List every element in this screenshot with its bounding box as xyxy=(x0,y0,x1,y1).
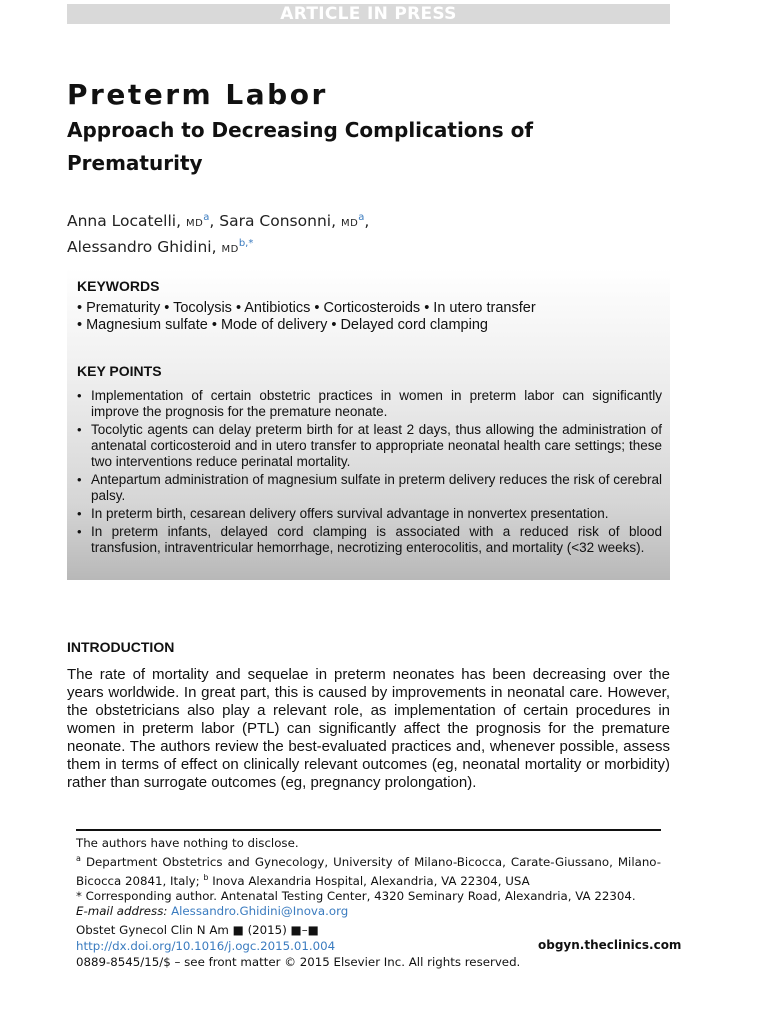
email-note xyxy=(76,904,661,919)
author-name: Anna Locatelli, xyxy=(67,212,182,230)
affiliation-b: Inova Alexandria Hospital, Alexandria, VA 22304, USA xyxy=(212,873,530,888)
journal-site-link[interactable]: obgyn.theclinics.com xyxy=(538,938,682,952)
affiliation-mark: a xyxy=(76,854,81,863)
email-label: E-mail address: xyxy=(76,903,168,918)
keywords-heading: KEYWORDS xyxy=(77,278,160,294)
key-points-list xyxy=(77,388,662,558)
key-point-text: In preterm infants, delayed cord clamping is associated with a reduced risk of blood transfusion, intraventricular hemorrhage, necrotizing enterocolitis, and mortality (<32 weeks). xyxy=(91,524,662,555)
bullet-icon: • xyxy=(77,524,82,539)
author-affiliation-link[interactable]: b,* xyxy=(238,238,254,249)
keywords-line: • Prematurity • Tocolysis • Antibiotics • Corticosteroids • In utero transfer xyxy=(77,300,536,316)
author-line-1 xyxy=(67,208,667,234)
key-point-text: In preterm birth, cesarean delivery offers survival advantage in nonvertex presentation. xyxy=(91,506,609,521)
author-list xyxy=(67,208,667,260)
author-degree: MD xyxy=(340,218,359,229)
key-points-heading: KEY POINTS xyxy=(77,363,162,379)
key-point-item xyxy=(77,472,662,504)
author-separator: , xyxy=(209,212,215,230)
key-point-item xyxy=(77,506,662,522)
author-affiliation-link[interactable]: a xyxy=(203,212,210,223)
bullet-icon: • xyxy=(77,472,82,487)
email-link[interactable]: Alessandro.Ghidini@Inova.org xyxy=(171,903,349,918)
key-point-text: Antepartum administration of magnesium sulfate in preterm delivery reduces the risk of cerebral palsy. xyxy=(91,472,663,503)
key-point-text: Implementation of certain obstetric practices in women in preterm labor can significantly improve the prognosis for the premature neonate. xyxy=(91,388,662,419)
corresponding-author-note: * Corresponding author. Antenatal Testing Center, 4320 Seminary Road, Alexandria, VA 22304. xyxy=(76,888,636,903)
affiliation-mark: b xyxy=(203,872,209,882)
affiliation-a: Department Obstetrics and Gynecology, University of Milano-Bicocca, Carate-Giussano, Milano-Bicocca 20841, Italy; xyxy=(76,854,662,888)
keywords-list xyxy=(77,300,662,334)
author-name: Alessandro Ghidini, xyxy=(67,238,217,256)
introduction-paragraph: The rate of mortality and sequelae in preterm neonates has been decreasing over the years worldwide. In great part, this is caused by improvements in neonatal care. However, the obstetricians also play a relevant role, as implementation of certain procedures in women in preterm labor (PTL) can significantly affect the prognosis for the premature neonate. The authors review the best-evaluated practices and, whenever possible, assess them in terms of effect on clinically relevant outcomes (eg, neonatal mortality or morbidity) rather than surrogate outcomes (eg, pregnancy prolongation). xyxy=(67,666,670,791)
introduction-heading: INTRODUCTION xyxy=(67,639,175,655)
keywords-keypoints-box xyxy=(67,268,670,580)
author-separator: , xyxy=(364,212,370,230)
bullet-icon: • xyxy=(77,422,82,437)
journal-citation: Obstet Gynecol Clin N Am ■ (2015) ■–■ xyxy=(76,923,319,937)
key-point-text: Tocolytic agents can delay preterm birth for at least 2 days, thus allowing the administration of antenatal corticosteroid and in utero transfer to appropriate neonatal health care settings; these two interventions reduce perinatal mortality. xyxy=(91,422,662,469)
key-point-item xyxy=(77,524,662,556)
bullet-icon: • xyxy=(77,506,82,521)
key-point-item xyxy=(77,388,662,420)
disclosure-note: The authors have nothing to disclose. xyxy=(76,836,299,850)
footnotes xyxy=(76,836,661,919)
author-degree: MD xyxy=(185,218,204,229)
footnote-divider xyxy=(76,829,661,831)
author-degree: MD xyxy=(221,244,239,255)
doi-link[interactable]: http://dx.doi.org/10.1016/j.ogc.2015.01.004 xyxy=(76,939,336,953)
author-name: Sara Consonni, xyxy=(219,212,337,230)
affiliation-note xyxy=(76,851,661,889)
copyright-line: 0889-8545/15/$ – see front matter © 2015 Elsevier Inc. All rights reserved. xyxy=(76,955,521,969)
key-point-item xyxy=(77,422,662,470)
article-subtitle: Approach to Decreasing Complications of Prematurity xyxy=(67,118,534,175)
keywords-line: • Magnesium sulfate • Mode of delivery • Delayed cord clamping xyxy=(77,317,488,333)
article-title: Preterm Labor xyxy=(67,78,328,111)
bullet-icon: • xyxy=(77,388,82,403)
author-line-2 xyxy=(67,234,667,260)
author-affiliation-link[interactable]: a xyxy=(358,212,365,223)
article-in-press-banner: ARTICLE IN PRESS xyxy=(67,4,670,24)
